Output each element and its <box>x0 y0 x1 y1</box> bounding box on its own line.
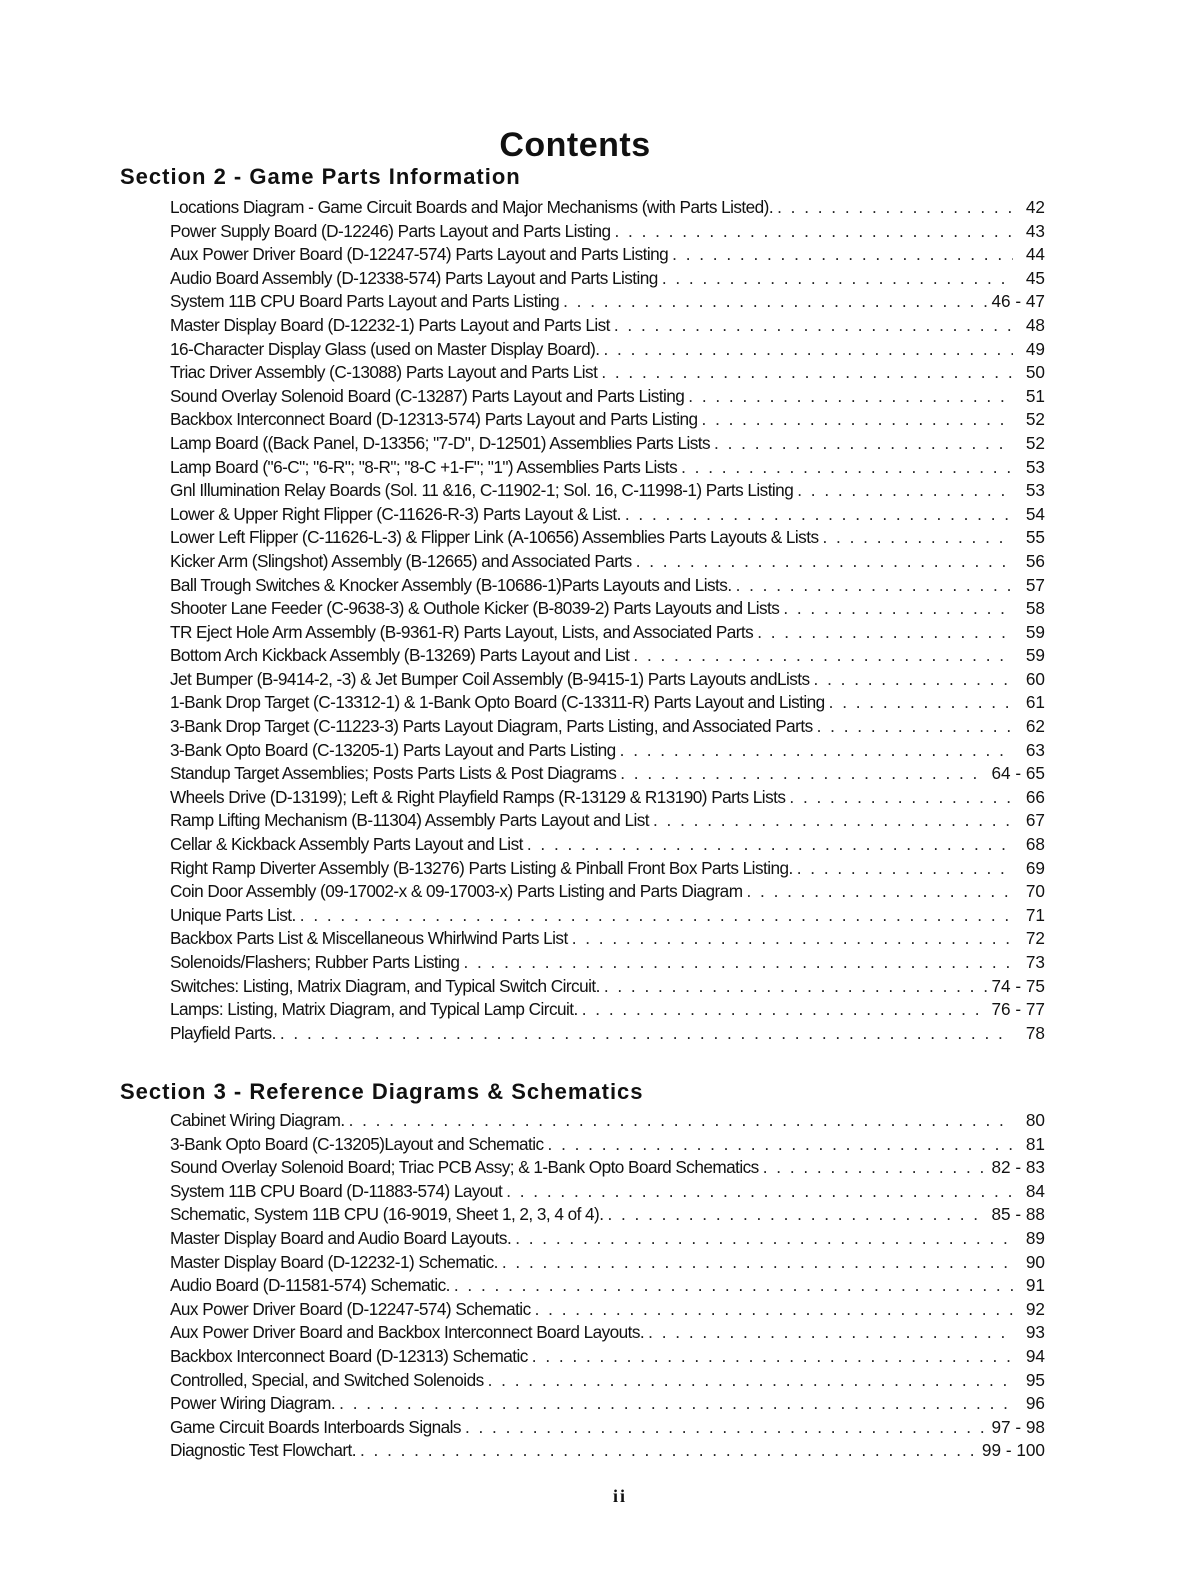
dot-leader <box>783 597 1013 621</box>
dot-leader <box>763 1156 988 1180</box>
dot-leader <box>603 338 1013 362</box>
toc-entry-title: Backbox Interconnect Board (D-12313-574) Parts Layout and Parts Listing <box>170 409 698 430</box>
toc-entry-page: 52 <box>1025 409 1045 430</box>
toc-entry <box>170 1392 1045 1416</box>
toc-entry-title: Aux Power Driver Board (D-12247-574) Parts Layout and Parts Listing <box>170 244 669 265</box>
toc-entry-title: 3-Bank Opto Board (C-13205)Layout and Schematic <box>170 1133 544 1154</box>
toc-entry-title: Lamp Board ("6-C"; "6-R"; "8-R"; "8-C +1-F"; "1") Assemblies Parts Lists <box>170 456 678 477</box>
dot-leader <box>465 1416 988 1440</box>
toc-entry-title: Lamps: Listing, Matrix Diagram, and Typical Lamp Circuit. <box>170 999 578 1020</box>
toc-entry <box>170 361 1045 385</box>
toc-entry <box>170 432 1045 456</box>
toc-entry-title: Schematic, System 11B CPU (16-9019, Sheet 1, 2, 3, 4 of 4). <box>170 1204 604 1225</box>
toc-entry-page: 64 - 65 <box>991 763 1045 784</box>
dot-leader <box>527 833 1013 857</box>
toc-entry <box>170 786 1045 810</box>
dot-leader <box>563 290 987 314</box>
toc-entry <box>170 691 1045 715</box>
toc-entry <box>170 526 1045 550</box>
section-3-heading: Section 3 - Reference Diagrams & Schematics <box>120 1079 644 1104</box>
toc-entry-page: 66 <box>1025 786 1045 807</box>
toc-entry-page: 89 <box>1025 1227 1045 1248</box>
dot-leader <box>757 621 1013 645</box>
toc-entry <box>170 314 1045 338</box>
toc-entry-page: 56 <box>1025 550 1045 571</box>
toc-entry-page: 72 <box>1025 928 1045 949</box>
toc-entry-page: 53 <box>1025 480 1045 501</box>
toc-entry-title: Master Display Board (D-12232-1) Schematic. <box>170 1251 498 1272</box>
toc-entry-title: Sound Overlay Solenoid Board (C-13287) Parts Layout and Parts Listing <box>170 385 685 406</box>
toc-entry <box>170 290 1045 314</box>
toc-entry <box>170 833 1045 857</box>
toc-entry-page: 44 <box>1025 244 1045 265</box>
toc-entry <box>170 479 1045 503</box>
toc-entry-title: Sound Overlay Solenoid Board; Triac PCB Assy; & 1-Bank Opto Board Schematics <box>170 1157 759 1178</box>
dot-leader <box>502 1251 1013 1275</box>
toc-entry <box>170 1321 1045 1345</box>
toc-entry-page: 59 <box>1025 645 1045 666</box>
toc-entry-title: Coin Door Assembly (09-17002-x & 09-17003-x) Parts Listing and Parts Diagram <box>170 881 743 902</box>
dot-leader <box>797 479 1013 503</box>
toc-entry <box>170 762 1045 786</box>
dot-leader <box>535 1298 1013 1322</box>
toc-entry <box>170 715 1045 739</box>
toc-entry-title: 1-Bank Drop Target (C-13312-1) & 1-Bank Opto Board (C-13311-R) Parts Layout and Listing <box>170 692 825 713</box>
toc-entry-page: 81 <box>1025 1133 1045 1154</box>
toc-entry <box>170 1109 1045 1133</box>
dot-leader <box>614 220 1013 244</box>
toc-entry <box>170 243 1045 267</box>
page-number: ii <box>612 1486 627 1506</box>
dot-leader <box>463 951 1013 975</box>
dot-leader <box>515 1227 1013 1251</box>
toc-entry-page: 80 <box>1025 1110 1045 1130</box>
toc-entry-page: 94 <box>1025 1345 1045 1366</box>
dot-leader <box>777 196 1013 220</box>
toc-entry-title: Backbox Parts List & Miscellaneous Whirlwind Parts List <box>170 928 568 949</box>
toc-entry <box>170 975 1045 999</box>
dot-leader <box>681 456 1013 480</box>
dot-leader <box>714 432 1013 456</box>
toc-entry <box>170 621 1045 645</box>
toc-entry-page: 68 <box>1025 834 1045 855</box>
dot-leader <box>572 927 1013 951</box>
dot-leader <box>360 1439 978 1463</box>
toc-entry-page: 82 - 83 <box>991 1157 1045 1178</box>
dot-leader <box>702 408 1013 432</box>
toc-entry <box>170 644 1045 668</box>
toc-entry <box>170 338 1045 362</box>
toc-entry-title: Power Supply Board (D-12246) Parts Layout and Parts Listing <box>170 220 611 241</box>
toc-entry-page: 85 - 88 <box>991 1204 1045 1225</box>
toc-entry-title: Standup Target Assemblies; Posts Parts Lists & Post Diagrams <box>170 763 617 784</box>
toc-entry <box>170 1227 1045 1251</box>
toc-entry-title: 16-Character Display Glass (used on Master Display Board). <box>170 338 600 359</box>
toc-entry-page: 78 <box>1025 1022 1045 1043</box>
toc-entry-title: Master Display Board and Audio Board Layouts. <box>170 1227 512 1248</box>
toc-entry-page: 42 <box>1025 197 1045 217</box>
toc-entry-title: Controlled, Special, and Switched Solenoids <box>170 1369 484 1390</box>
dot-leader <box>814 668 1013 692</box>
toc-entry <box>170 904 1045 928</box>
toc-entry-title: TR Eject Hole Arm Assembly (B-9361-R) Parts Layout, Lists, and Associated Parts <box>170 621 754 642</box>
toc-entry <box>170 739 1045 763</box>
dot-leader <box>506 1180 1013 1204</box>
toc-entry <box>170 998 1045 1022</box>
toc-entry-title: 3-Bank Drop Target (C-11223-3) Parts Layout Diagram, Parts Listing, and Associated Parts <box>170 716 813 737</box>
dot-leader <box>789 786 1013 810</box>
dot-leader <box>672 243 1013 267</box>
toc-entry <box>170 880 1045 904</box>
toc-entry-title: Audio Board (D-11581-574) Schematic. <box>170 1275 450 1296</box>
toc-entry-page: 45 <box>1025 267 1045 288</box>
toc-entry-page: 49 <box>1025 338 1045 359</box>
dot-leader <box>607 1203 987 1227</box>
dot-leader <box>604 975 988 999</box>
toc-entry <box>170 267 1045 291</box>
toc-entry-page: 57 <box>1025 574 1045 595</box>
toc-entry-title: Solenoids/Flashers; Rubber Parts Listing <box>170 952 460 972</box>
toc-entry-title: Aux Power Driver Board and Backbox Interconnect Board Layouts. <box>170 1322 645 1343</box>
toc-entry-page: 60 <box>1025 668 1045 689</box>
toc-entry <box>170 385 1045 409</box>
toc-entry <box>170 1022 1045 1046</box>
toc-entry-page: 67 <box>1025 810 1045 831</box>
toc-entry-title: Triac Driver Assembly (C-13088) Parts Layout and Parts List <box>170 362 598 383</box>
toc-entry-page: 90 <box>1025 1251 1045 1272</box>
toc-entry-title: Locations Diagram - Game Circuit Boards and Major Mechanisms (with Parts Listed). <box>170 197 774 217</box>
toc-entry-page: 59 <box>1025 621 1045 642</box>
toc-entry-title: System 11B CPU Board Parts Layout and Parts Listing <box>170 291 560 312</box>
toc-entry <box>170 1439 1045 1463</box>
toc-entry-page: 62 <box>1025 716 1045 737</box>
dot-leader <box>548 1133 1013 1157</box>
toc-entry-page: 53 <box>1025 456 1045 477</box>
toc-entry-title: Ramp Lifting Mechanism (B-11304) Assembly Parts Layout and List <box>170 810 649 831</box>
toc-entry <box>170 927 1045 951</box>
dot-leader <box>653 809 1013 833</box>
toc-entry-title: Kicker Arm (Slingshot) Assembly (B-12665) and Associated Parts <box>170 550 632 571</box>
toc-entry-page: 63 <box>1025 739 1045 760</box>
section-3-toc-list <box>170 1109 1045 1463</box>
toc-entry-title: Switches: Listing, Matrix Diagram, and Typical Switch Circuit. <box>170 975 600 996</box>
toc-entry-page: 74 - 75 <box>991 975 1045 996</box>
toc-entry-title: Jet Bumper (B-9414-2, -3) & Jet Bumper Coil Assembly (B-9415-1) Parts Layouts andLists <box>170 668 810 689</box>
dot-leader <box>648 1321 1013 1345</box>
toc-entry-title: Lower & Upper Right Flipper (C-11626-R-3) Parts Layout & List. <box>170 503 621 524</box>
section-2-toc-list <box>170 196 1045 1045</box>
toc-entry-page: 96 <box>1025 1393 1045 1414</box>
toc-entry-page: 55 <box>1025 527 1045 548</box>
toc-entry <box>170 574 1045 598</box>
dot-leader <box>662 267 1013 291</box>
toc-entry-title: Wheels Drive (D-13199); Left & Right Playfield Ramps (R-13129 & R13190) Parts Lists <box>170 786 786 807</box>
toc-entry-page: 51 <box>1025 385 1045 406</box>
toc-entry <box>170 597 1045 621</box>
dot-leader <box>625 503 1013 527</box>
toc-entry <box>170 1251 1045 1275</box>
toc-entry-page: 93 <box>1025 1322 1045 1343</box>
toc-entry-title: 3-Bank Opto Board (C-13205-1) Parts Layout and Parts Listing <box>170 739 616 760</box>
toc-entry-title: Playfield Parts. <box>170 1022 276 1043</box>
toc-entry-page: 50 <box>1025 362 1045 383</box>
toc-entry-page: 73 <box>1025 952 1045 972</box>
dot-leader <box>339 1392 1013 1416</box>
toc-entry-page: 61 <box>1025 692 1045 713</box>
toc-entry-page: 97 - 98 <box>991 1416 1045 1437</box>
toc-entry-page: 92 <box>1025 1298 1045 1319</box>
toc-entry-page: 95 <box>1025 1369 1045 1390</box>
toc-entry <box>170 1274 1045 1298</box>
dot-leader <box>823 526 1014 550</box>
toc-entry-page: 84 <box>1025 1180 1045 1201</box>
toc-entry-title: System 11B CPU Board (D-11883-574) Layout <box>170 1180 503 1201</box>
toc-entry <box>170 1133 1045 1157</box>
dot-leader <box>488 1369 1013 1393</box>
dot-leader <box>300 904 1013 928</box>
toc-entry <box>170 503 1045 527</box>
toc-entry <box>170 1203 1045 1227</box>
toc-entry-title: Master Display Board (D-12232-1) Parts Layout and Parts List <box>170 314 610 335</box>
section-2-heading: Section 2 - Game Parts Information <box>120 164 521 189</box>
toc-entry-page: 76 - 77 <box>991 999 1045 1020</box>
toc-entry-title: Shooter Lane Feeder (C-9638-3) & Outhole Kicker (B-8039-2) Parts Layouts and Lists <box>170 598 780 619</box>
dot-leader <box>532 1345 1013 1369</box>
toc-entry-title: Bottom Arch Kickback Assembly (B-13269) Parts Layout and List <box>170 645 630 666</box>
toc-entry-title: Lower Left Flipper (C-11626-L-3) & Flipper Link (A-10656) Assemblies Parts Layouts & Lists <box>170 527 819 548</box>
dot-leader <box>636 550 1013 574</box>
dot-leader <box>746 880 1013 904</box>
dot-leader <box>736 574 1013 598</box>
toc-entry-page: 58 <box>1025 598 1045 619</box>
toc-entry <box>170 408 1045 432</box>
dot-leader <box>817 715 1013 739</box>
dot-leader <box>349 1109 1013 1133</box>
dot-leader <box>688 385 1013 409</box>
dot-leader <box>620 762 987 786</box>
toc-entry <box>170 196 1045 220</box>
toc-entry-title: Audio Board Assembly (D-12338-574) Parts Layout and Parts Listing <box>170 267 658 288</box>
toc-entry <box>170 1369 1045 1393</box>
page-title: Contents <box>499 126 651 164</box>
toc-entry-page: 54 <box>1025 503 1045 524</box>
dot-leader <box>454 1274 1013 1298</box>
toc-entry-page: 70 <box>1025 881 1045 902</box>
toc-entry <box>170 809 1045 833</box>
toc-entry-title: Cellar & Kickback Assembly Parts Layout and List <box>170 834 523 855</box>
toc-entry-title: Diagnostic Test Flowchart. <box>170 1440 356 1461</box>
toc-entry <box>170 1416 1045 1440</box>
toc-entry <box>170 1345 1045 1369</box>
toc-entry <box>170 668 1045 692</box>
toc-entry <box>170 951 1045 975</box>
dot-leader <box>797 857 1013 881</box>
toc-entry-page: 48 <box>1025 314 1045 335</box>
toc-entry-title: Gnl Illumination Relay Boards (Sol. 11 &16, C-11902-1; Sol. 16, C-11998-1) Parts Listing <box>170 480 794 501</box>
toc-entry-title: Game Circuit Boards Interboards Signals <box>170 1416 461 1437</box>
toc-entry-page: 99 - 100 <box>981 1440 1045 1461</box>
toc-entry-title: Lamp Board ((Back Panel, D-13356; "7-D", D-12501) Assemblies Parts Lists <box>170 432 711 453</box>
toc-entry-title: Power Wiring Diagram. <box>170 1393 336 1414</box>
toc-entry <box>170 857 1045 881</box>
dot-leader <box>614 314 1013 338</box>
toc-entry-title: Unique Parts List. <box>170 904 296 925</box>
toc-entry <box>170 1156 1045 1180</box>
toc-entry-title: Aux Power Driver Board (D-12247-574) Schematic <box>170 1298 531 1319</box>
toc-entry <box>170 550 1045 574</box>
toc-entry-page: 71 <box>1025 904 1045 925</box>
dot-leader <box>601 361 1013 385</box>
toc-entry-title: Backbox Interconnect Board (D-12313) Schematic <box>170 1345 528 1366</box>
toc-entry <box>170 1180 1045 1204</box>
toc-entry-page: 43 <box>1025 220 1045 241</box>
dot-leader <box>620 739 1013 763</box>
toc-entry-page: 46 - 47 <box>991 291 1045 312</box>
toc-entry <box>170 220 1045 244</box>
toc-entry-title: Cabinet Wiring Diagram. <box>170 1110 345 1130</box>
toc-entry-page: 69 <box>1025 857 1045 878</box>
toc-entry-page: 91 <box>1025 1275 1045 1296</box>
toc-entry <box>170 456 1045 480</box>
toc-entry-title: Ball Trough Switches & Knocker Assembly (B-10686-1)Parts Layouts and Lists. <box>170 574 732 595</box>
toc-entry-title: Right Ramp Diverter Assembly (B-13276) Parts Listing & Pinball Front Box Parts Listing. <box>170 857 793 878</box>
dot-leader <box>633 644 1013 668</box>
dot-leader <box>582 998 988 1022</box>
dot-leader <box>280 1022 1013 1046</box>
dot-leader <box>829 691 1013 715</box>
toc-entry-page: 52 <box>1025 432 1045 453</box>
toc-entry <box>170 1298 1045 1322</box>
